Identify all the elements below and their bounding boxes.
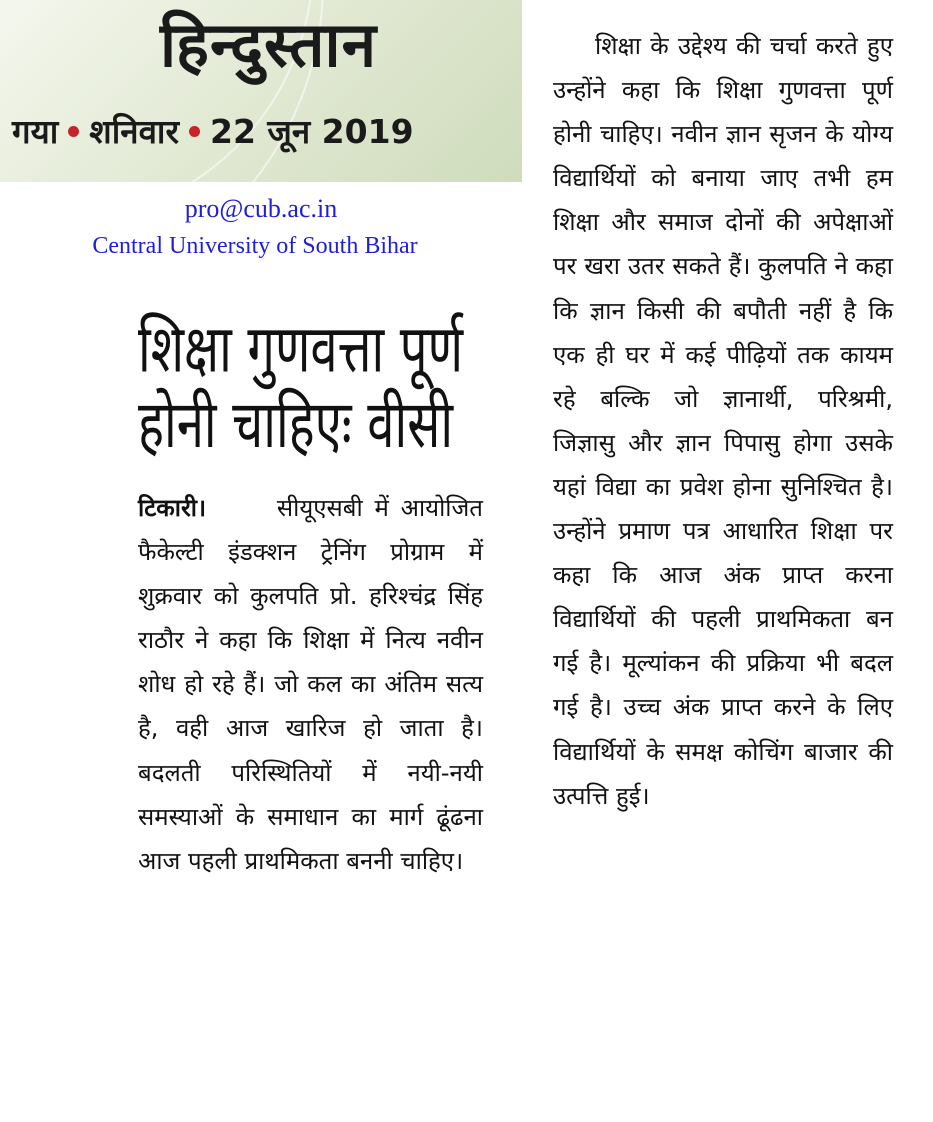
contact-email: pro@cub.ac.in: [184, 194, 338, 223]
bullet-dot-icon: [68, 126, 79, 137]
edition-date: 22 जून 2019: [209, 112, 414, 151]
newspaper-masthead: [0, 0, 522, 182]
column-1-text: सीयूएसबी में आयोजित फैकेल्टी इंडक्शन ट्रेनिंग प्रोग्राम में शुक्रवार को कुलपति प्रो. हरिश्चंद्र सिंह राठौर ने कहा कि शिक्षा में नित्य नवीन शोध हो रहे हैं। जो कल का अंतिम सत्य है, वही आज खारिज हो जाता है। बदलती परिस्थितियों में नयी-नयी समस्याओं के समाधान का मार्ग ढूंढना आज पहली प्राथमिकता बननी चाहिए।: [138, 494, 483, 875]
article-paragraph: [138, 486, 483, 883]
article-column-2: [553, 24, 893, 818]
organization-name: Central University of South Bihar: [92, 233, 418, 259]
article-column-1: [138, 486, 483, 883]
edition-city: गया: [12, 112, 59, 151]
article-headline: शिक्षा गुणवत्ता पूर्ण होनी चाहिएः वीसी: [138, 310, 464, 464]
edition-day: शनिवार: [89, 112, 179, 151]
edition-dateline: [12, 106, 414, 158]
bullet-dot-icon: [189, 126, 200, 137]
newspaper-name: हिन्दुस्तान: [160, 8, 377, 81]
column-2-text: शिक्षा के उद्देश्य की चर्चा करते हुए उन्होंने कहा कि शिक्षा गुणवत्ता पूर्ण होनी चाहिए। नवीन ज्ञान सृजन के योग्य विद्यार्थियों को बनाया जाए तभी हम शिक्षा और समाज दोनों की अपेक्षाओं पर खरा उतर सकते हैं। कुलपति ने कहा कि ज्ञान किसी की बपौती नहीं है कि एक ही घर में कई पीढ़ियों तक कायम रहे बल्कि जो ज्ञानार्थी, परिश्रमी, जिज्ञासु और ज्ञान पिपासु होगा उसके यहां विद्या का प्रवेश होना सुनिश्चित है। उन्होंने प्रमाण पत्र आधारित शिक्षा पर कहा कि आज अंक प्राप्त करना विद्यार्थियों की पहली प्राथमिकता बन गई है। मूल्यांकन की प्रक्रिया भी बदल गई है। उच्च अंक प्राप्त करने के लिए विद्यार्थियों के समक्ष कोचिंग बाजार की उत्पत्ति हुई।: [553, 32, 893, 810]
article-dateline: टिकारी।: [138, 494, 207, 522]
